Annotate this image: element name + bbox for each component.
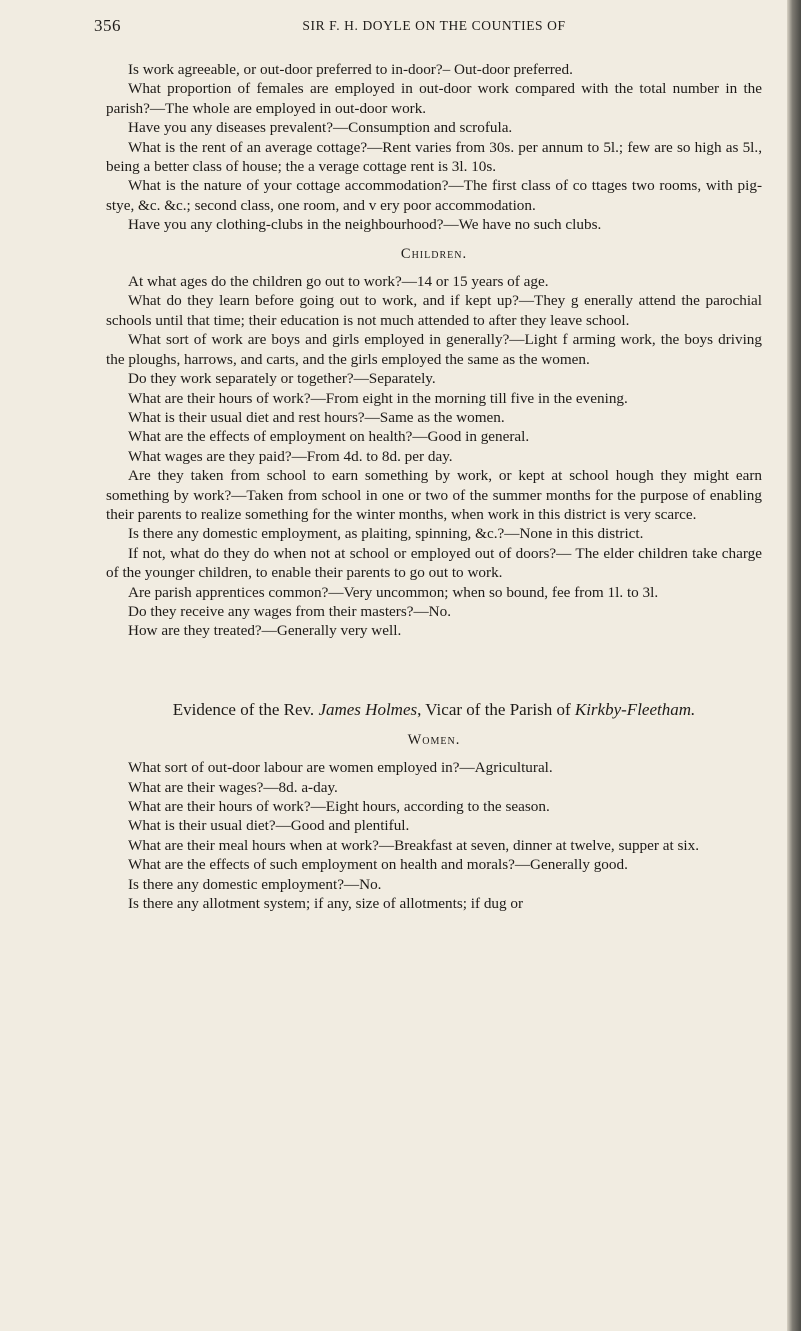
paragraph: What is the nature of your cottage accommodation?—The first class of co ttages two rooms, with pig-stye, &c. &c.; second class, one room, and v ery poor accommodation.: [106, 177, 762, 214]
page-edge-shadow: [787, 0, 801, 1331]
evidence-prefix: Evidence of the Rev.: [172, 699, 319, 719]
paragraph: What proportion of females are employed in out-door work compared with the total number in the parish?—The whole are employed in out-door work.: [106, 80, 762, 117]
paragraph: What wages are they paid?—From 4d. to 8d. per day.: [128, 447, 453, 465]
paragraph: Are they taken from school to earn something by work, or kept at school hough they might earn something by work?—Taken from school in one or two of the summer months for the purpose of enabling their parents to realize something for the winter months, when work in this district is very scarce.: [106, 467, 762, 523]
paragraph: What are their meal hours when at work?—Breakfast at seven, dinner at twelve, supper at six.: [128, 836, 700, 854]
paragraph: Is there any domestic employment, as plaiting, spinning, &c.?—None in this district.: [128, 525, 644, 543]
paragraph: What are their hours of work?—Eight hours, according to the season.: [128, 798, 550, 815]
paragraph: Is there any domestic employment?—No.: [128, 875, 382, 893]
paragraph: What is the rent of an average cottage?—Rent varies from 30s. per annum to 5l.; few are so high as 5l., being a better class of house; the a verage cottage rent is 3l. 10s.: [106, 138, 762, 176]
witness-name: James Holmes: [318, 699, 418, 719]
paragraph: What do they learn before going out to work, and if kept up?—They g enerally attend the parochial schools until that time; their education is not much attended to after they leave school.: [106, 292, 762, 329]
page-header: [94, 16, 762, 40]
paragraph: What are their hours of work?—From eight in the morning till five in the evening.: [128, 389, 628, 407]
paragraph: What is their usual diet and rest hours?—Same as the women.: [128, 408, 505, 426]
paragraph: Is there any allotment system; if any, size of allotments; if dug or: [128, 895, 524, 913]
paragraph: Do they receive any wages from their masters?—No.: [128, 602, 452, 620]
paragraph: How are they treated?—Generally very well.: [128, 622, 402, 640]
paragraph: What is their usual diet?—Good and plentiful.: [128, 817, 410, 835]
evidence-title: [106, 699, 762, 721]
page-number: 356: [94, 16, 121, 35]
section-heading-children: Children.: [400, 245, 468, 262]
paragraph: What sort of out-door labour are women employed in?—Agricultural.: [128, 759, 553, 777]
paragraph: At what ages do the children go out to work?—14 or 15 years of age.: [128, 273, 549, 291]
paragraph: What are their wages?—8d. a-day.: [128, 778, 338, 796]
document-page: [94, 16, 762, 913]
section-heading-women: Women.: [407, 731, 461, 748]
evidence-middle: , Vicar of the Parish of: [417, 699, 575, 719]
section-women: [106, 731, 762, 914]
paragraph: Are parish apprentices common?—Very uncommon; when so bound, fee from 1l. to 3l.: [128, 583, 659, 601]
paragraph: Is work agreeable, or out-door preferred to in-door?– Out-door preferred.: [128, 61, 573, 78]
section-intro: [106, 60, 762, 235]
paragraph: Do they work separately or together?—Separately.: [128, 370, 436, 388]
running-title: SIR F. H. DOYLE ON THE COUNTIES OF: [302, 18, 566, 33]
paragraph: If not, what do they do when not at school or employed out of doors?— The elder children take charge of the younger children, to enable their parents to go out to work.: [106, 544, 762, 582]
parish-name: Kirkby-Fleetham.: [574, 699, 696, 719]
paragraph: Have you any diseases prevalent?—Consumption and scrofula.: [128, 119, 513, 137]
paragraph: What are the effects of such employment on health and morals?—Generally good.: [128, 856, 628, 874]
paragraph: Have you any clothing-clubs in the neighbourhood?—We have no such clubs.: [128, 216, 602, 234]
section-children: [106, 245, 762, 641]
paragraph: What are the effects of employment on health?—Good in general.: [128, 428, 530, 446]
paragraph: What sort of work are boys and girls employed in generally?—Light f arming work, the boys driving the ploughs, harrows, and carts, and the girls employed the same as the women.: [106, 331, 762, 368]
